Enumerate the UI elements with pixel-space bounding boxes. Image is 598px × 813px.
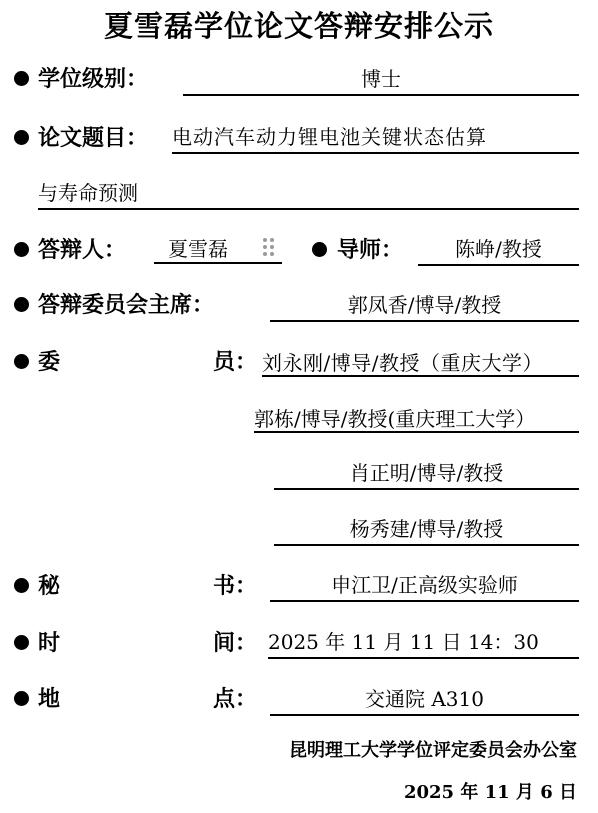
secretary-value: 申江卫/正高级实验师 [270, 570, 579, 602]
time-label-b: 间： [213, 630, 258, 656]
bullet-place [14, 691, 29, 706]
members-label-a: 委 [38, 349, 61, 375]
bullet-secretary [14, 578, 29, 593]
bullet-time [14, 635, 29, 650]
advisor-label: 导师： [337, 237, 404, 263]
member-item: 刘永刚/博导/教授（重庆大学） [262, 351, 543, 375]
secretary-label-b: 书： [213, 573, 258, 599]
time-value: 2025 年 11 月 11 日 14：30 [268, 627, 579, 659]
chair-value: 郭凤香/博导/教授 [270, 290, 579, 322]
bullet-advisor [312, 242, 327, 257]
issue-date: 2025 年 11 月 6 日 [403, 782, 577, 803]
degree-label: 学位级别： [38, 66, 149, 92]
member-underline [262, 375, 579, 377]
bullet-degree [14, 71, 29, 86]
advisor-value: 陈峥/教授 [418, 234, 579, 266]
defender-label: 答辩人： [38, 237, 127, 263]
drag-handle-icon[interactable] [263, 238, 275, 258]
secretary-label-a: 秘 [38, 573, 61, 599]
member-item: 杨秀建/博导/教授 [274, 514, 579, 546]
issuing-office: 昆明理工大学学位评定委员会办公室 [289, 740, 577, 761]
thesis-title-line1: 电动汽车动力锂电池关键状态估算 [172, 122, 579, 154]
thesis-title-line2: 与寿命预测 [38, 178, 579, 210]
degree-value: 博士 [183, 64, 579, 96]
bullet-thesis [14, 130, 29, 145]
members-label-b: 员： [213, 349, 258, 375]
member-item: 肖正明/博导/教授 [274, 458, 579, 490]
member-underline [254, 431, 579, 433]
bullet-defender [14, 242, 29, 257]
page-title: 夏雪磊学位论文答辩安排公示 [103, 9, 494, 43]
place-value: 交通院 A310 [270, 684, 579, 716]
bullet-chair [14, 297, 29, 312]
place-label-a: 地 [38, 686, 61, 712]
thesis-label: 论文题目： [38, 125, 149, 151]
defender-value: 夏雪磊 [154, 234, 282, 264]
chair-label: 答辩委员会主席： [38, 292, 215, 318]
member-item: 郭栋/博导/教授(重庆理工大学） [254, 407, 536, 431]
time-label-a: 时 [38, 630, 61, 656]
place-label-b: 点： [213, 686, 258, 712]
bullet-members [14, 354, 29, 369]
